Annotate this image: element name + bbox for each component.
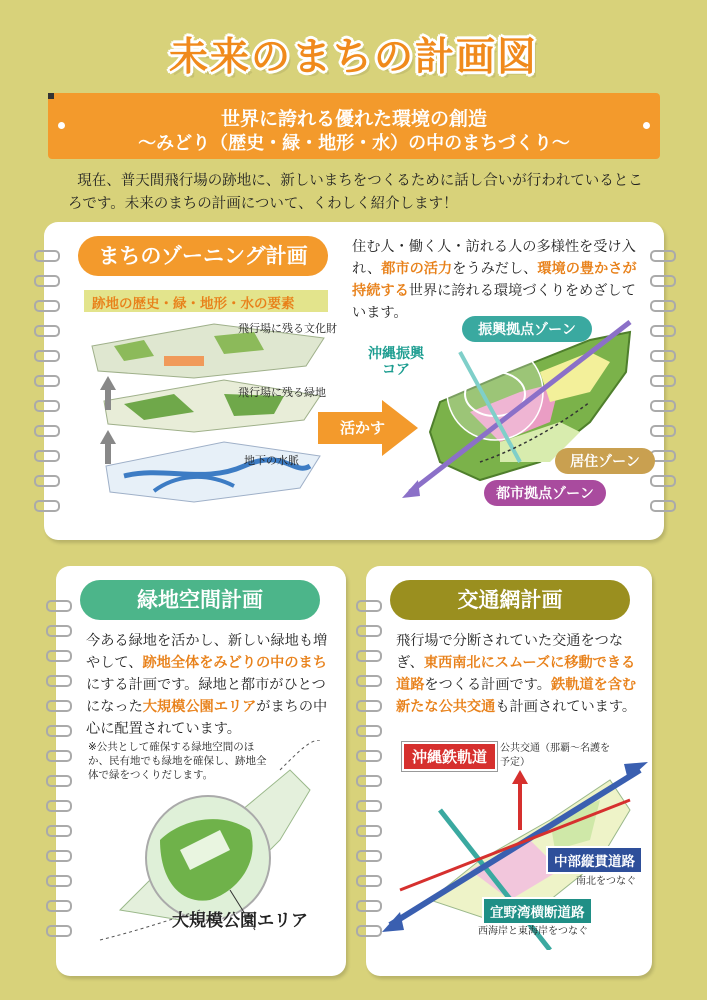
green-heading: 緑地空間計画 [80,580,320,620]
zoning-body-hl2: 環境の豊かさが持続する [352,261,637,299]
zoning-subheading-text: 跡地の歴史・緑・地形・水の要素 [92,296,295,312]
banner-line2: ～みどり（歴史・緑・地形・水）の中のまちづくり～ [138,133,570,154]
green-body-hl2: 大規模公園エリア [142,699,257,715]
road1-label: 中部縦貫道路 [546,846,643,874]
green-note: ※公共として確保する緑地空間のほか、民有地でも緑地を確保し、跡地全体で緑をつくりだします。 [88,741,267,781]
intro-body: 現在、普天間飛行場の跡地に、新しいまちをつくるために話し合いが行われているところです。未来のまちの計画について、くわしく紹介します！ [68,173,643,212]
traffic-body-c: も計画されています。 [495,699,637,715]
zoning-body-c: 世界に誇れる環境づくりをめざしています。 [352,283,636,321]
green-body [86,630,332,740]
intro-text [68,170,648,216]
rail-label: 沖縄鉄軌道 [402,742,497,771]
traffic-body-a: 飛行場で分断されていた交通をつなぎ、 [396,633,624,671]
page-title: 未来のまちの計画図 [168,35,538,80]
zone-urban: 都市拠点ゾーン [484,480,606,506]
traffic-body [396,630,640,718]
layer-label-water: 地下の水脈 [244,454,299,467]
zoning-body [352,236,644,324]
road2-label: 宜野湾横断道路 [482,897,593,925]
road1-note: 南北をつなぐ [576,876,636,887]
traffic-body-hl2: 鉄軌道を含む新たな公共交通 [396,677,637,715]
green-body-hl1: 跡地全体をみどりの中のまち [142,655,327,671]
zone-promotion: 振興拠点ゾーン [462,316,592,342]
core-label [368,346,424,378]
green-body-b: にする計画です。緑地と都市がひとつになった [86,677,326,715]
zoning-body-a: 住む人・働く人・訪れる人の多様性を受け入れ、 [352,239,636,277]
core-label-line2: コア [382,362,410,378]
apply-arrow-label: 活かす [340,419,386,437]
green-body-c: がまちの中心に配置されています。 [86,699,328,737]
traffic-body-hl1: 東西南北にスムーズに移動できる道路 [396,655,636,693]
theme-banner [48,93,660,159]
zone-residential: 居住ゾーン [555,448,655,474]
traffic-body-b: をつくる計画です。 [424,677,551,693]
zoning-body-b: をうみだし、 [452,261,538,277]
traffic-heading: 交通網計画 [390,580,630,620]
layer-label-green: 飛行場に残る緑地 [238,386,326,399]
green-body-a: 今ある緑地を活かし、新しい緑地も増やして、 [86,633,328,671]
road2-note: 西海岸と東海岸をつなぐ [478,926,588,937]
banner-line1: 世界に誇れる優れた環境の創造 [220,108,487,130]
layer-label-cultural: 飛行場に残る文化財 [238,322,337,335]
layer-stack-illustration [84,316,334,516]
park-label: 大規模公園エリア [172,911,308,931]
rail-note: 公共交通（那覇～名護を予定） [500,743,610,768]
zoning-body-hl1: 都市の活力 [381,261,453,277]
core-label-line1: 沖縄振興 [368,346,424,362]
zoning-heading: まちのゾーニング計画 [78,236,328,276]
